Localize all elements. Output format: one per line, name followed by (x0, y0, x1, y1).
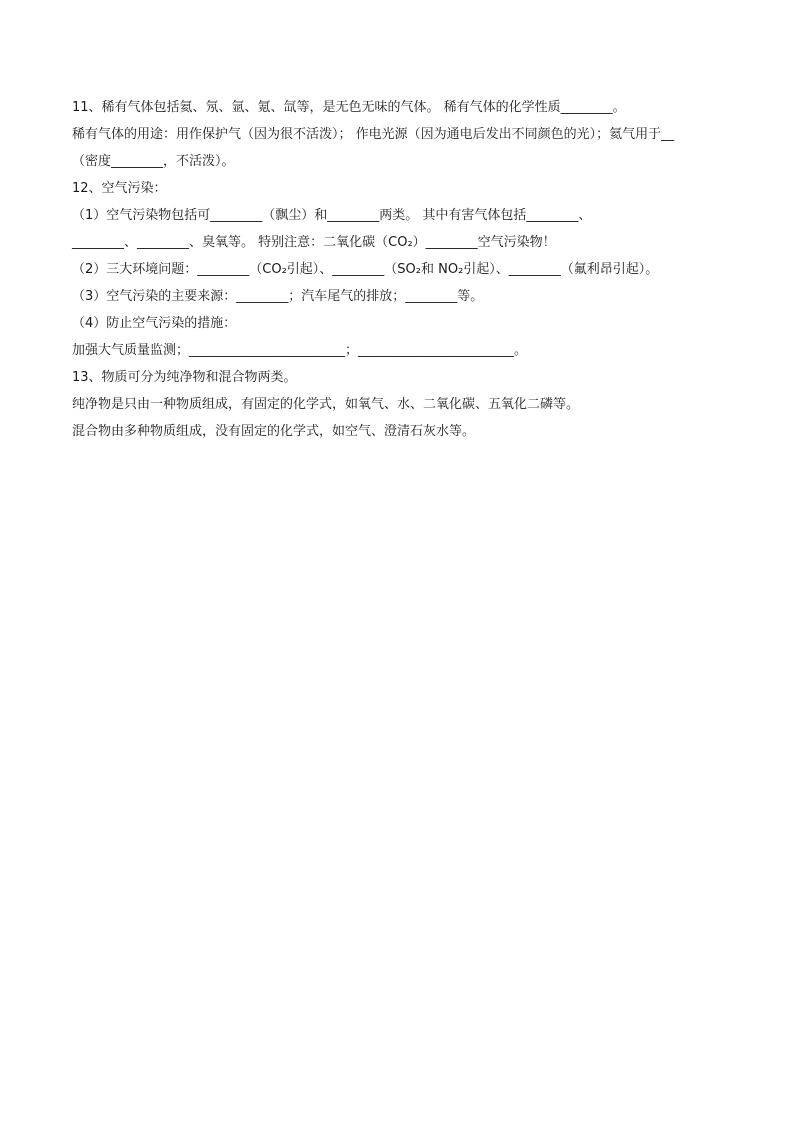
item-12-1-line-1 (72, 202, 732, 229)
item-11-line-1 (72, 94, 732, 121)
item-12-3 (72, 283, 732, 310)
item-13-line-1 (72, 391, 732, 418)
text-line: 纯净物是只由一种物质组成，有固定的化学式，如氧气、水、二氧化碳、五氧化二磷等。 (72, 397, 580, 412)
text-line: （4）防止空气污染的措施： (72, 316, 237, 331)
item-12-heading (72, 175, 732, 202)
text-line: 11、稀有气体包括氦、氖、氩、氪、氙等，是无色无味的气体。 稀有气体的化学性质________。 (72, 100, 626, 115)
text-line: ________、________、臭氧等。 特别注意：二氧化碳（CO₂）________空气污染物！ (72, 235, 556, 250)
text-line: （密度________，不活泼）。 (72, 154, 235, 169)
item-11-line-2 (72, 121, 732, 148)
section-heading: 12、空气污染： (72, 181, 167, 196)
item-12-2 (72, 256, 732, 283)
text-line: （1）空气污染物包括可________（飘尘）和________两类。 其中有害气体包括________、 (72, 208, 592, 223)
item-13-line-2 (72, 418, 732, 445)
text-line: 稀有气体的用途：用作保护气（因为很不活泼）； 作电光源（因为通电后发出不同颜色的光）；氦气用于__ (72, 127, 675, 142)
section-heading: 13、物质可分为纯净物和混合物两类。 (72, 370, 297, 385)
text-line: 混合物由多种物质组成，没有固定的化学式，如空气、澄清石灰水等。 (72, 424, 476, 439)
text-line: 加强大气质量监测；________________________；________________________。 (72, 343, 528, 358)
item-12-4-line (72, 337, 732, 364)
item-12-4-heading (72, 310, 732, 337)
item-11-line-3 (72, 148, 732, 175)
document-body (72, 94, 732, 445)
item-13-heading (72, 364, 732, 391)
item-12-1-line-2 (72, 229, 732, 256)
text-line: （3）空气污染的主要来源：________；汽车尾气的排放；________等。 (72, 289, 484, 304)
text-line: （2）三大环境问题：________（CO₂引起）、________（SO₂和 NO₂引起）、________（氟利昂引起）。 (72, 262, 659, 277)
